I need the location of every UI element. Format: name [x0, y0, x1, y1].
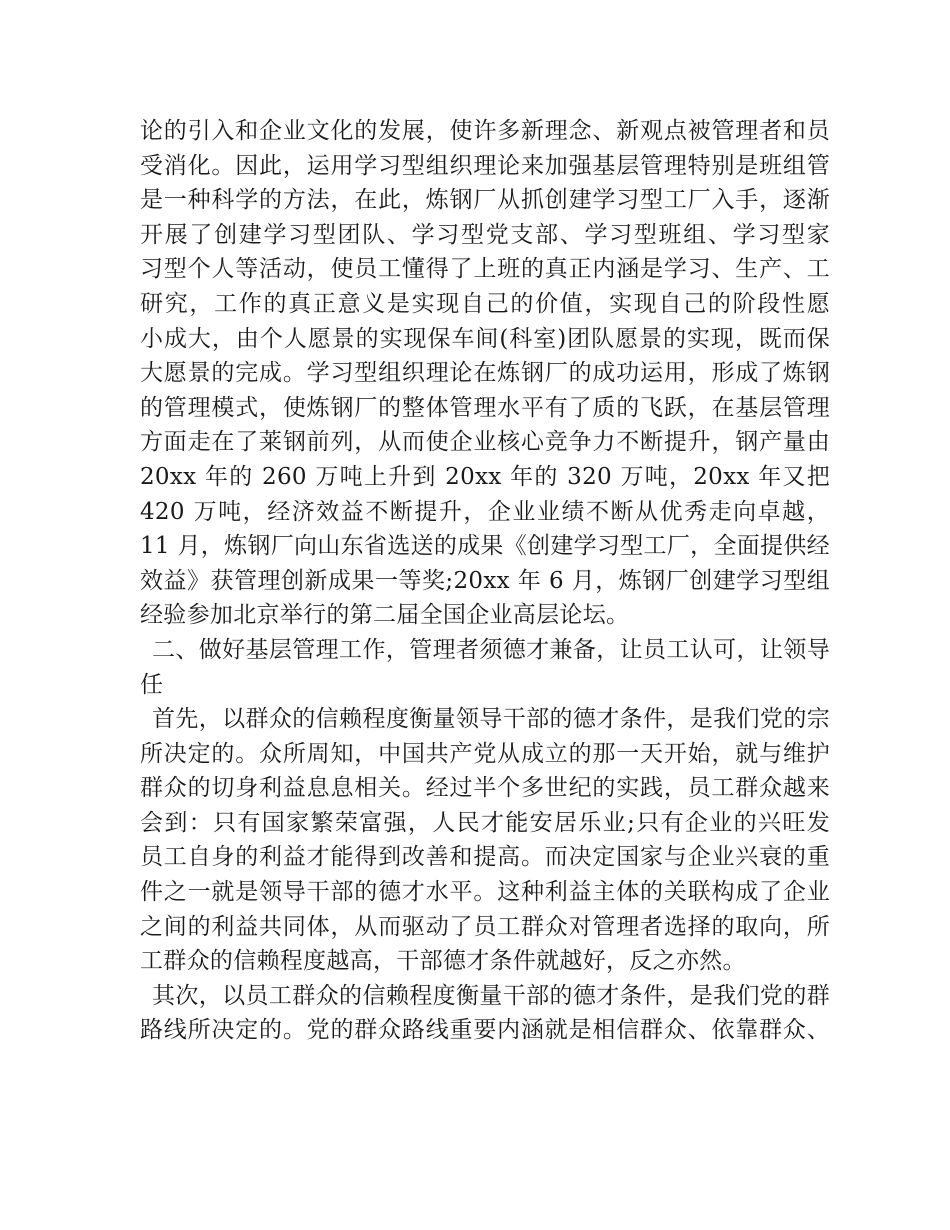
text-line: 件之一就是领导干部的德才水平。这种利益主体的关联构成了企业: [140, 879, 830, 906]
text-line: 路线所决定的。党的群众路线重要内涵就是相信群众、依靠群众、: [140, 1017, 830, 1044]
text-line: 群众的切身利益息息相关。经过半个多世纪的实践，员工群众越来: [140, 775, 830, 802]
text-line: 是一种科学的方法，在此，炼钢厂从抓创建学习型工厂入手，逐渐: [140, 187, 830, 214]
text-line: 任: [140, 671, 164, 698]
document-body: [140, 114, 830, 1048]
text-line: 20xx 年的 260 万吨上升到 20xx 年的 320 万吨，20xx 年又把: [140, 463, 830, 490]
text-line: 二、做好基层管理工作，管理者须德才兼备，让员工认可，让领导: [152, 636, 830, 663]
text-line: 员工自身的利益才能得到改善和提高。而决定国家与企业兴衰的重: [140, 844, 830, 871]
text-line: 方面走在了莱钢前列，从而使企业核心竞争力不断提升，钢产量由: [140, 429, 830, 456]
text-line: 会到：只有国家繁荣富强，人民才能安居乐业;只有企业的兴旺发: [140, 809, 830, 836]
text-line: 11 月，炼钢厂向山东省选送的成果《创建学习型工厂，全面提供经: [140, 533, 830, 560]
text-line: 论的引入和企业文化的发展，使许多新理念、新观点被管理者和员: [140, 118, 830, 144]
text-line: 420 万吨，经济效益不断提升，企业业绩不断从优秀走向卓越，: [140, 498, 830, 525]
text-line: 之间的利益共同体，从而驱动了员工群众对管理者选择的取向，所: [140, 913, 830, 940]
text-line: 效益》获管理创新成果一等奖;20xx 年 6 月，炼钢厂创建学习型组: [140, 567, 830, 594]
text-line: 其次，以员工群众的信赖程度衡量干部的德才条件，是我们党的群: [152, 982, 830, 1009]
text-line: 研究，工作的真正意义是实现自己的价值，实现自己的阶段性愿: [140, 290, 830, 317]
text-line: 受消化。因此，运用学习型组织理论来加强基层管理特别是班组管: [140, 152, 830, 179]
text-line: 开展了创建学习型团队、学习型党支部、学习型班组、学习型家: [140, 221, 830, 248]
text-line: 大愿景的完成。学习型组织理论在炼钢厂的成功运用，形成了炼钢: [140, 360, 830, 387]
text-line: 所决定的。众所周知，中国共产党从成立的那一天开始，就与维护: [140, 740, 830, 767]
text-line: 小成大，由个人愿景的实现保车间(科室)团队愿景的实现，既而保: [140, 325, 830, 352]
text-line: 的管理模式，使炼钢厂的整体管理水平有了质的飞跃，在基层管理: [140, 394, 830, 421]
text-line: 经验参加北京举行的第二届全国企业高层论坛。: [140, 602, 630, 629]
text-line: 工群众的信赖程度越高，干部德才条件就越好，反之亦然。: [140, 948, 746, 975]
text-line: 首先，以群众的信赖程度衡量领导干部的德才条件，是我们党的宗: [152, 706, 830, 733]
text-line: 习型个人等活动，使员工懂得了上班的真正内涵是学习、生产、工: [140, 256, 830, 283]
